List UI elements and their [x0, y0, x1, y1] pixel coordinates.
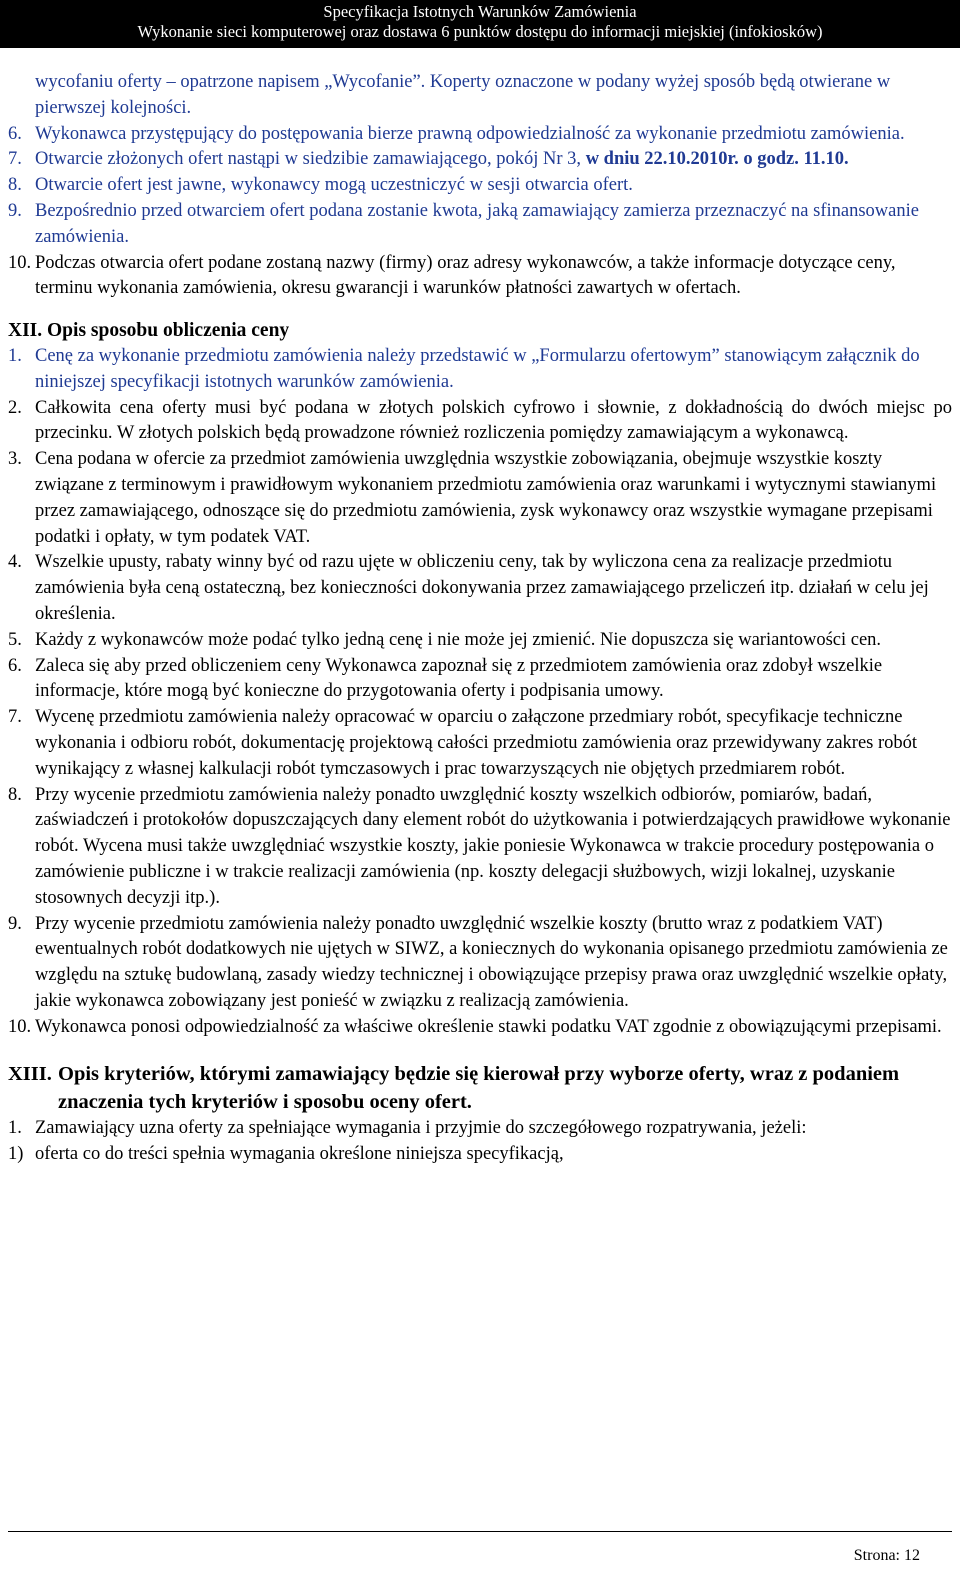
page-header: [0, 0, 960, 48]
section-number: XIII.: [8, 1063, 52, 1086]
item-text: Otwarcie ofert jest jawne, wykonawcy mogą uczestniczyć w sesji otwarcia ofert.: [35, 175, 633, 196]
item-text: Całkowita cena oferty musi być podana w złotych polskich cyfrowo i słownie, z dokładnością do dwóch miejsc po przecinku. W złotych polskich będą prowadzone również rozliczenia pomiędzy zamawiającym a wykonawcą.: [35, 397, 952, 444]
page-number: Strona: 12: [853, 1547, 920, 1564]
footer-divider: [8, 1531, 952, 1532]
document-body: [8, 70, 952, 1168]
item-text: Zaleca się aby przed obliczeniem ceny Wykonawca zapoznał się z przedmiotem zamówienia oraz zdobył wszelkie informacje, które mogą być konieczne do przygotowania oferty i podpisania umowy.: [35, 655, 883, 702]
list-item: [8, 447, 952, 550]
item-number: 8.: [8, 175, 22, 196]
list-item: [8, 912, 952, 1015]
item-number: 9.: [8, 913, 22, 934]
item-text: Cenę za wykonanie przedmiotu zamówienia należy przedstawić w „Formularzu ofertowym” stanowiącym załącznik do niniejszej specyfikacji istotnych warunków zamówienia.: [35, 345, 920, 392]
section-title-xii: XII. Opis sposobu obliczenia ceny: [8, 320, 290, 342]
item-number: 5.: [8, 629, 22, 650]
item-text: Przy wycenie przedmiotu zamówienia należy ponadto uwzględnić koszty wszelkich odbiorów, pomiarów, badań, zaświadczeń i protokołów dopuszczających dany element robót do użytkowania i potwierdzających prawidłowe wykonanie robót. Wycena musi także uwzględniać wszystkie koszty, jakie poniesie Wykonawca w trakcie procedury postępowania o zamówienie publiczne i w trakcie realizacji zamówienia (np. koszty delegacji służbowych, wizji lokalnej, uzyskanie stosownych decyzji itp.).: [35, 784, 951, 908]
list-item: [8, 783, 952, 912]
item-number: 7.: [8, 149, 22, 170]
item-text: Przy wycenie przedmiotu zamówienia należy ponadto uwzględnić wszelkie koszty (brutto wraz z podatkiem VAT) ewentualnych robót dodatkowych nie ujętych w SIWZ, a koniecznych do wykonania opisanego przedmiotu zamówienia ze względu na sztukę budowlaną, zasady wiedzy technicznej i obowiązujące przepisy prawa oraz uwzględnić wszelkie opłaty, jakie wykonawca zobowiązany jest ponieść w związku z realizacją zamówienia.: [35, 913, 948, 1011]
item-number: 6.: [8, 655, 22, 676]
item-text: Wykonawca ponosi odpowiedzialność za właściwe określenie stawki podatku VAT zgodnie z obowiązującymi przepisami.: [35, 1016, 942, 1037]
list-item: [8, 1116, 952, 1142]
list-item: [8, 1015, 952, 1041]
list-item: [8, 396, 952, 448]
item-text: Zamawiający uzna oferty za spełniające wymagania i przyjmie do szczegółowego rozpatrywania, jeżeli:: [35, 1118, 807, 1139]
list-item: [8, 1142, 952, 1168]
item-text: Bezpośrednio przed otwarciem ofert podana zostanie kwota, jaką zamawiający zamierza przeznaczyć na sfinansowanie zamówienia.: [35, 200, 919, 247]
item-text: Każdy z wykonawców może podać tylko jedną cenę i nie może jej zmienić. Nie dopuszcza się wariantowości cen.: [35, 629, 882, 650]
item-number: 3.: [8, 449, 22, 470]
item-text: Wykonawca przystępujący do postępowania bierze prawną odpowiedzialność za wykonanie przedmiotu zamówienia.: [35, 123, 905, 144]
item-number: 2.: [8, 397, 22, 418]
header-title: Specyfikacja Istotnych Warunków Zamówienia: [323, 2, 637, 21]
list-item: [8, 147, 952, 173]
item-text: Wszelkie upusty, rabaty winny być od razu ujęte w obliczeniu ceny, tak by wyliczona cena za realizacje przedmiotu zamówienia była ceną ostateczną, bez konieczności dokonywania przez zamawiającego przeliczeń itp. działań w celu jej określenia.: [35, 552, 929, 624]
item-number: 10.: [8, 1016, 32, 1037]
item-text: Podczas otwarcia ofert podane zostaną nazwy (firmy) oraz adresy wykonawców, a także informacje dotyczące ceny, terminu wykonania zamówienia, okresu gwarancji i warunków płatności zawartych w ofertach.: [35, 252, 896, 299]
continuation-paragraph: wycofaniu oferty – opatrzone napisem „Wycofanie”. Koperty oznaczone w podany wyżej sposób będą otwierane w pierwszej kolejności.: [35, 72, 891, 118]
item-text: Wycenę przedmiotu zamówienia należy opracować w oparciu o załączone przedmiary robót, specyfikacje techniczne wykonania i odbioru robót, dokumentację projektową całości przedmiotu zamówienia oraz przewidywany zakres robót wynikający z własnej kalkulacji robót tymczasowych i prac towarzyszących nie objętych przedmiarem robót.: [35, 707, 918, 779]
item-number: 10.: [8, 252, 32, 273]
item-number: 9.: [8, 200, 22, 221]
item-number: 7.: [8, 707, 22, 728]
list-item: [8, 199, 952, 251]
item-number: 1.: [8, 345, 22, 366]
item-text: Otwarcie złożonych ofert nastąpi w siedzibie zamawiającego, pokój Nr 3,: [35, 149, 586, 170]
list-item: [8, 344, 952, 396]
item-number: 8.: [8, 784, 22, 805]
list-item: [8, 550, 952, 627]
item-number: 4.: [8, 552, 22, 573]
section-title-xiii: [8, 1060, 952, 1116]
section-title-text: Opis kryteriów, którymi zamawiający będzie się kierował przy wyborze oferty, wraz z podaniem znaczenia tych kryteriów i sposobu oceny ofert.: [58, 1063, 900, 1114]
header-subtitle: Wykonanie sieci komputerowej oraz dostawa 6 punktów dostępu do informacji miejskiej (infokiosków): [137, 22, 823, 41]
item-number: 1.: [8, 1118, 22, 1139]
list-item: [8, 173, 952, 199]
item-text: Cena podana w ofercie za przedmiot zamówienia uwzględnia wszystkie zobowiązania, obejmuje wszystkie koszty związane z terminowym i prawidłowym wykonaniem przedmiotu zamówienia oraz warunkami i wytycznymi stawianymi przez zamawiającego, odnoszące się do przedmiotu zamówienia, zysk wykonawcy oraz wszystkie wymagane przepisami podatki i opłaty, w tym podatek VAT.: [35, 449, 937, 547]
list-item: [8, 628, 952, 654]
item-number: 6.: [8, 123, 22, 144]
list-item: [8, 654, 952, 706]
item-number: 1): [8, 1144, 24, 1165]
list-item: [8, 251, 952, 303]
list-item: [8, 122, 952, 148]
opening-date: w dniu 22.10.2010r. o godz. 11.10.: [585, 149, 849, 170]
item-text: oferta co do treści spełnia wymagania określone niniejsza specyfikacją,: [35, 1144, 564, 1165]
list-item: [8, 705, 952, 782]
